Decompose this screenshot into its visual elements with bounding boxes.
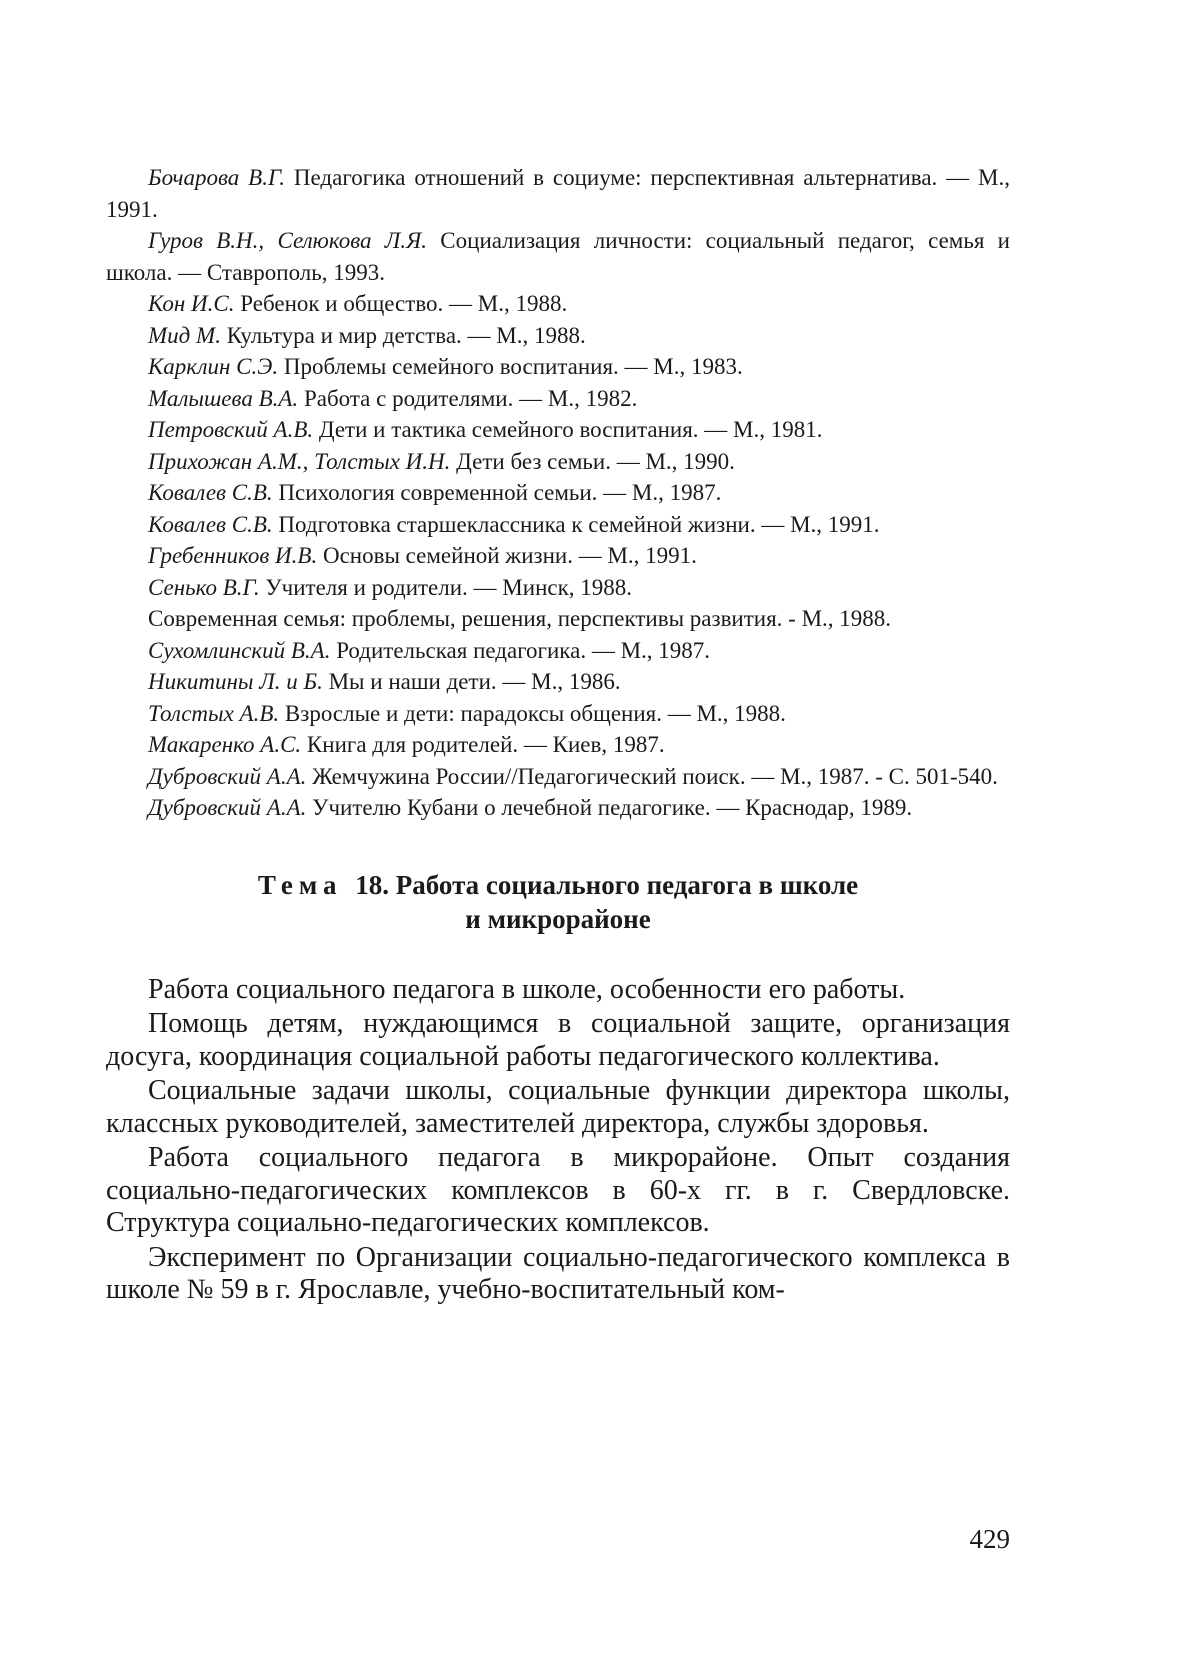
reference-author: Прихожан А.М., Толстых И.Н.: [148, 448, 451, 474]
reference-author: Дубровский А.А.: [148, 795, 307, 820]
reference-item: [106, 572, 1010, 604]
reference-item: [106, 603, 1010, 635]
reference-item: [106, 729, 1010, 761]
reference-author: Гребенников И.В.: [148, 543, 318, 568]
reference-text: Учителю Кубани о лечебной педагогике. — Краснодар, 1989.: [306, 795, 913, 820]
reference-text: Книга для родителей. — Киев, 1987.: [301, 732, 665, 757]
reference-author: Макаренко А.С.: [148, 732, 302, 757]
reference-text: Проблемы семейного воспитания. — М., 1983.: [278, 354, 743, 379]
reference-author: Петровский А.В.: [148, 417, 314, 442]
reference-item: [106, 540, 1010, 572]
book-page: [106, 162, 1010, 1309]
paragraph: Помощь детям, нуждающимся в социальной защите, организация досуга, координация социальной работы педагогического коллектива.: [106, 1008, 1010, 1072]
reference-author: Никитины Л. и Б.: [148, 669, 323, 694]
section-heading-line1: [106, 868, 1010, 902]
reference-text: Социализация личности: социальный педагог, семья и школа. — Ставрополь, 1993.: [106, 228, 1010, 285]
reference-text: Жемчужина России//Педагогический поиск. — М., 1987. - С. 501-540.: [306, 763, 998, 789]
reference-text: Основы семейной жизни. — М., 1991.: [317, 543, 697, 568]
reference-item: [106, 446, 1010, 478]
reference-text: Психология современной семьи. — М., 1987.: [272, 480, 722, 505]
reference-author: Ковалев С.В.: [148, 480, 273, 505]
topic-label: Тема: [257, 869, 343, 900]
reference-item: [106, 414, 1010, 446]
page-number: 429: [969, 1524, 1010, 1554]
reference-item: [106, 288, 1010, 320]
reference-text: Современная семья: проблемы, решения, перспективы развития. - М., 1988.: [148, 606, 892, 631]
reference-text: Подготовка старшеклассника к семейной жизни. — М., 1991.: [272, 511, 880, 537]
reference-text: Родительская педагогика. — М., 1987.: [330, 637, 711, 663]
reference-author: Бочарова В.Г.: [148, 165, 286, 190]
reference-item: [106, 477, 1010, 509]
reference-item: [106, 698, 1010, 730]
section-body: [106, 974, 1010, 1307]
reference-text: Педагогика отношений в социуме: перспективная альтернатива. — М., 1991.: [106, 165, 1010, 222]
reference-author: Кон И.С.: [148, 291, 235, 316]
reference-author: Малышева В.А.: [148, 385, 299, 411]
reference-text: Дети и тактика семейного воспитания. — М., 1981.: [313, 417, 823, 442]
reference-item: [106, 761, 1010, 793]
reference-author: Карклин С.Э.: [148, 354, 279, 379]
reference-text: Культура и мир детства. — М., 1988.: [220, 322, 586, 348]
reference-text: Учителя и родители. — Минск, 1988.: [259, 574, 633, 600]
reference-author: Гуров В.Н., Селюкова Л.Я.: [148, 228, 428, 253]
paragraph: Эксперимент по Организации социально-педагогического комплекса в школе № 59 в г. Ярославле, учебно-воспитательный ком-: [106, 1241, 1010, 1305]
reference-author: Мид М.: [148, 322, 221, 348]
reference-text: Дети без семьи. — М., 1990.: [450, 448, 735, 474]
section-heading: [106, 868, 1010, 936]
reference-item: [106, 225, 1010, 288]
topic-title: 18. Работа социального педагога в школе: [355, 869, 859, 900]
reference-item: [106, 162, 1010, 225]
reference-item: [106, 383, 1010, 415]
reference-author: Ковалев С.В.: [148, 511, 273, 537]
reference-text: Взрослые и дети: парадоксы общения. — М., 1988.: [279, 700, 786, 726]
topic-title-continued: и микрорайоне: [465, 903, 651, 934]
reference-item: [106, 320, 1010, 352]
reference-author: Сухомлинский В.А.: [148, 637, 331, 663]
reference-author: Сенько В.Г.: [148, 574, 260, 600]
reference-list: [106, 162, 1010, 824]
reference-item: [106, 792, 1010, 824]
reference-text: Мы и наши дети. — М., 1986.: [322, 669, 621, 694]
reference-text: Работа с родителями. — М., 1982.: [298, 385, 638, 411]
paragraph: Работа социального педагога в микрорайоне. Опыт создания социально-педагогических комплексов в 60-х гг. в г. Свердловске. Структура социально-педагогических комплексов.: [106, 1142, 1010, 1238]
paragraph: Работа социального педагога в школе, особенности его работы.: [148, 973, 906, 1005]
reference-text: Ребенок и общество. — М., 1988.: [234, 291, 568, 316]
reference-author: Толстых А.В.: [148, 700, 280, 726]
reference-item: [106, 635, 1010, 667]
reference-item: [106, 351, 1010, 383]
paragraph: Социальные задачи школы, социальные функции директора школы, классных руководителей, заместителей директора, службы здоровья.: [106, 1075, 1010, 1139]
reference-item: [106, 509, 1010, 541]
reference-item: [106, 666, 1010, 698]
reference-author: Дубровский А.А.: [148, 763, 307, 789]
